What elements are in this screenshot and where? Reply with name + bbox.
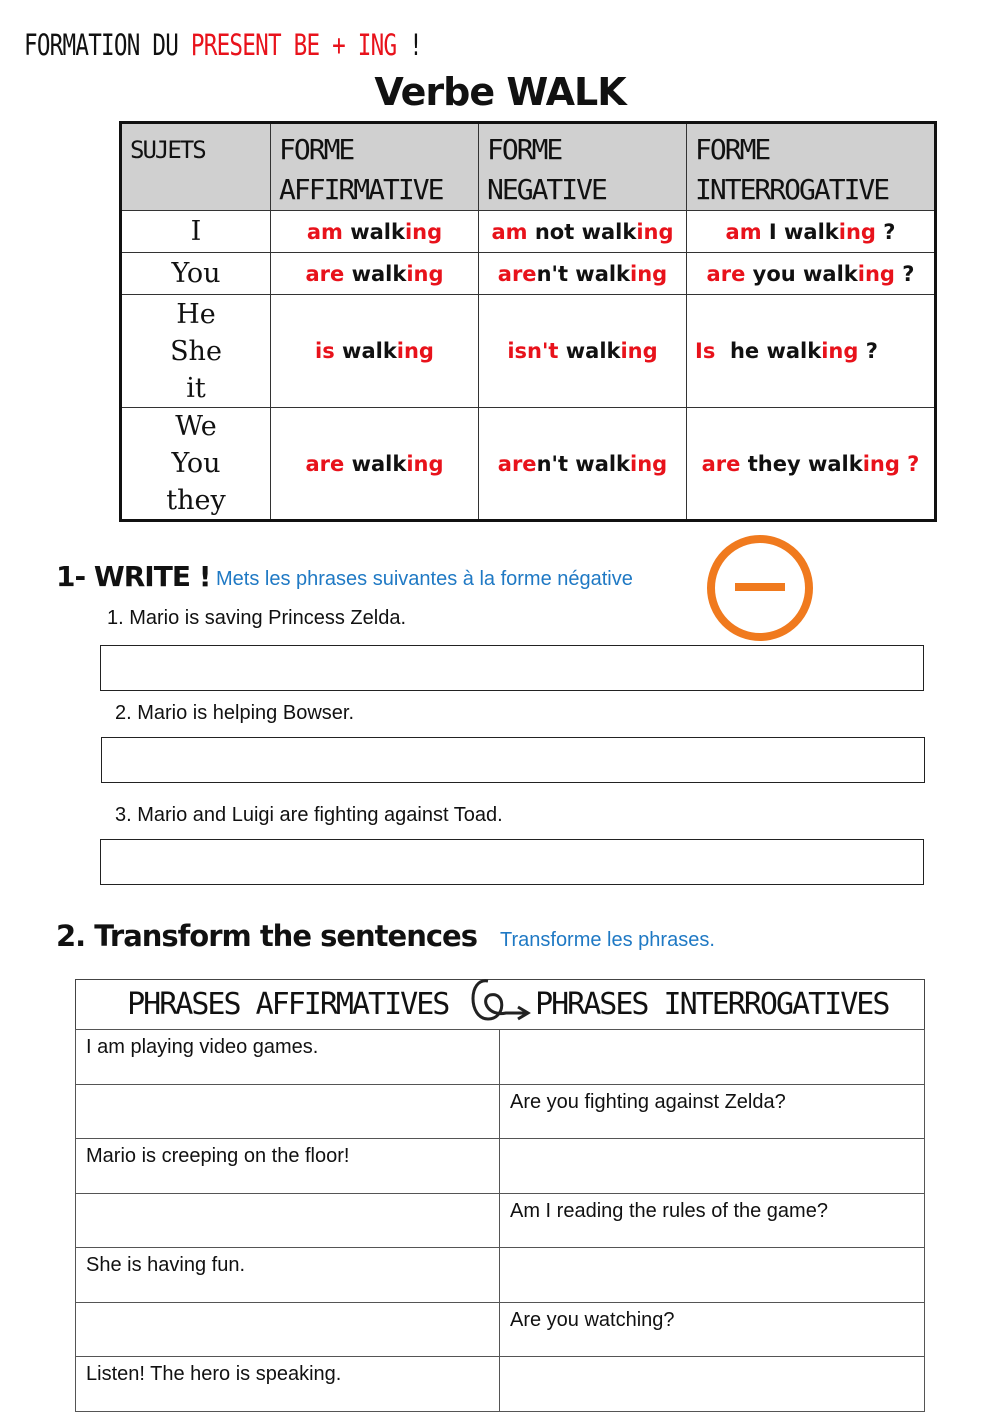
answer-box-1[interactable] (100, 645, 924, 691)
subject-pronoun: it (186, 372, 206, 404)
form-segment: isn't (507, 339, 559, 363)
interrogative-cell[interactable] (500, 1030, 925, 1085)
minus-circle-icon (707, 535, 813, 641)
form-segment: am (491, 219, 528, 244)
subject-cell (121, 295, 271, 408)
question-1: 1. Mario is saving Princess Zelda. (107, 607, 407, 629)
title-black: FORMATION DU (24, 28, 191, 62)
header-sujets: SUJETS (121, 123, 271, 211)
form-segment: are (497, 261, 537, 286)
verb-title: Verbe WALK (374, 70, 626, 114)
subject-pronoun: You (171, 448, 221, 479)
subject-pronoun: I (190, 216, 202, 247)
header-affirmative: FORME AFFIRMATIVE (271, 123, 479, 211)
transform-row (76, 1193, 925, 1248)
worksheet-title (24, 28, 422, 62)
conjugation-row (121, 295, 936, 408)
conjugation-row (121, 408, 936, 521)
conjugation-row (121, 211, 936, 253)
transform-row (76, 1248, 925, 1303)
interrogative-cell: Are you fighting against Zelda? (500, 1084, 925, 1139)
affirmative-cell: Mario is creeping on the floor! (76, 1139, 500, 1194)
int-form-cell (687, 211, 936, 253)
form-segment: you walk (745, 261, 858, 286)
form-segment: ing (630, 451, 668, 476)
form-segment: they walk (740, 451, 863, 476)
title-red: PRESENT BE + ING (190, 28, 397, 62)
interrogative-cell[interactable] (500, 1139, 925, 1194)
form-segment: he walk (715, 339, 822, 363)
form-segment: ing (630, 261, 668, 286)
transform-row (76, 1030, 925, 1085)
question-3: 3. Mario and Luigi are fighting against Toad. (115, 804, 503, 826)
form-segment: ? (858, 339, 878, 363)
affirmative-cell[interactable] (76, 1302, 500, 1357)
header-interrogative: FORME INTERROGATIVE (687, 123, 936, 211)
aff-form-cell (271, 253, 479, 295)
form-segment: are (497, 451, 537, 476)
interrogative-cell[interactable] (500, 1357, 925, 1412)
form-segment: ing (857, 261, 895, 286)
neg-form-cell (479, 211, 687, 253)
form-segment: are (701, 451, 741, 476)
form-segment: n't walk (536, 451, 631, 476)
form-segment: ing (406, 261, 444, 286)
form-segment: ing (838, 219, 876, 244)
form-segment: ing (620, 339, 658, 363)
interrogative-cell: Are you watching? (500, 1302, 925, 1357)
title-end: ! (396, 28, 423, 62)
conjugation-header-row (121, 123, 936, 211)
answer-box-3[interactable] (100, 839, 924, 885)
section2-title: 2. Transform the sentences (56, 919, 477, 953)
section1-subtitle: Mets les phrases suivantes à la forme négative (216, 568, 633, 590)
form-segment: ing (821, 339, 859, 363)
transform-row (76, 1302, 925, 1357)
form-segment: ? (894, 261, 915, 286)
form-segment: is (315, 339, 335, 363)
affirmative-cell: I am playing video games. (76, 1030, 500, 1085)
form-segment: ing (406, 451, 444, 476)
aff-form-cell (271, 211, 479, 253)
form-segment: ? (875, 219, 896, 244)
form-segment: n't walk (536, 261, 631, 286)
form-segment: walk (334, 339, 397, 363)
form-segment: ing (636, 219, 674, 244)
transform-row (76, 1139, 925, 1194)
header-negative: FORME NEGATIVE (479, 123, 687, 211)
int-form-cell (687, 408, 936, 521)
neg-form-cell (479, 253, 687, 295)
header-phrases-affirmatives: PHRASES AFFIRMATIVES (76, 980, 500, 1030)
subject-pronoun: they (166, 485, 226, 516)
form-segment: I walk (761, 219, 839, 244)
affirmative-cell: She is having fun. (76, 1248, 500, 1303)
loop-arrow-icon (466, 973, 536, 1029)
form-segment: ing (404, 219, 443, 244)
form-segment: walk (344, 451, 407, 476)
form-segment: walk (342, 219, 405, 244)
form-segment: walk (344, 261, 407, 286)
form-segment: ing (862, 451, 900, 476)
form-segment: not walk (527, 219, 637, 244)
interrogative-cell: Am I reading the rules of the game? (500, 1193, 925, 1248)
section1-title: 1- WRITE ! (56, 560, 211, 593)
neg-form-cell (479, 295, 687, 408)
subject-cell (121, 253, 271, 295)
form-segment: are (305, 451, 345, 476)
form-segment: are (706, 261, 746, 286)
affirmative-cell: Listen! The hero is speaking. (76, 1357, 500, 1412)
form-segment: Is (695, 339, 716, 363)
form-segment: ing (396, 339, 434, 363)
transform-row (76, 1084, 925, 1139)
affirmative-cell[interactable] (76, 1193, 500, 1248)
subject-pronoun: We (175, 411, 217, 442)
section2-subtitle: Transforme les phrases. (500, 929, 715, 951)
answer-box-2[interactable] (101, 737, 925, 783)
subject-pronoun: He (176, 298, 216, 330)
question-2: 2. Mario is helping Bowser. (115, 702, 355, 724)
transform-table (75, 979, 925, 1412)
form-segment: am (725, 219, 762, 244)
int-form-cell (687, 253, 936, 295)
int-form-cell (687, 295, 936, 408)
form-segment: are (305, 261, 345, 286)
subject-cell (121, 408, 271, 521)
aff-form-cell (271, 295, 479, 408)
interrogative-cell[interactable] (500, 1248, 925, 1303)
form-segment: am (306, 219, 343, 244)
subject-pronoun: You (171, 258, 221, 289)
subject-pronoun: She (170, 335, 222, 367)
transform-row (76, 1357, 925, 1412)
affirmative-cell[interactable] (76, 1084, 500, 1139)
aff-form-cell (271, 408, 479, 521)
conjugation-table (119, 121, 937, 522)
conjugation-row (121, 253, 936, 295)
neg-form-cell (479, 408, 687, 521)
form-segment: ? (899, 451, 920, 476)
subject-cell (121, 211, 271, 253)
form-segment: walk (558, 339, 621, 363)
header-phrases-interrogatives: PHRASES INTERROGATIVES (500, 980, 925, 1030)
